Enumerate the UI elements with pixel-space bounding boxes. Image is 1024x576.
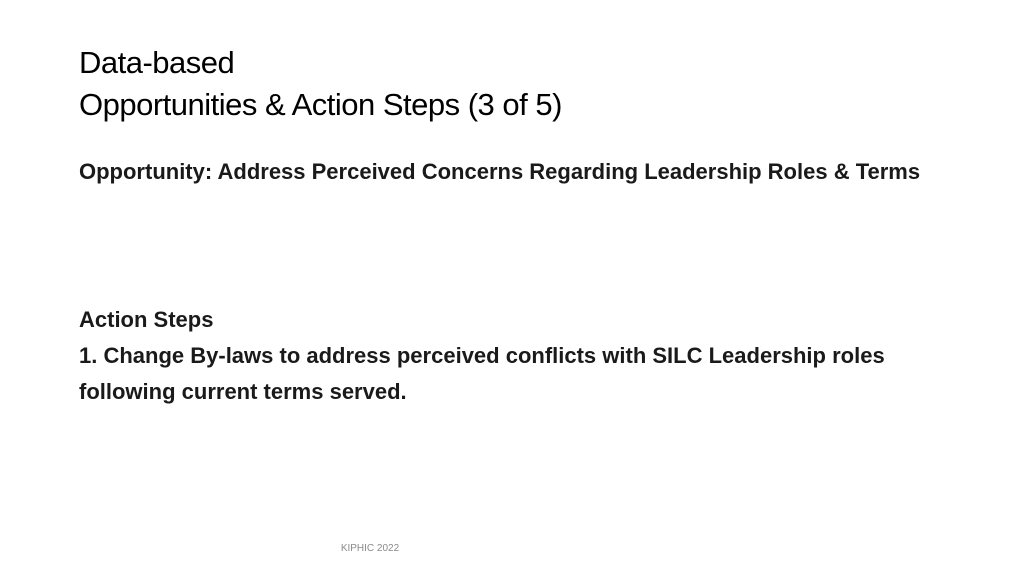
slide-title-line-1: Data-based [79, 45, 235, 80]
slide-footer: KIPHIC 2022 [340, 543, 400, 554]
action-steps [79, 302, 939, 410]
slide-title-line-2: Opportunities & Action Steps (3 of 5) [79, 87, 562, 122]
slide-title [79, 42, 979, 126]
action-steps-heading: Action Steps [79, 307, 214, 332]
action-step-1: 1. Change By-laws to address perceived conflicts with SILC Leadership roles following current terms served. [79, 343, 885, 404]
opportunity-text: Opportunity: Address Perceived Concerns Regarding Leadership Roles & Terms [79, 159, 921, 184]
